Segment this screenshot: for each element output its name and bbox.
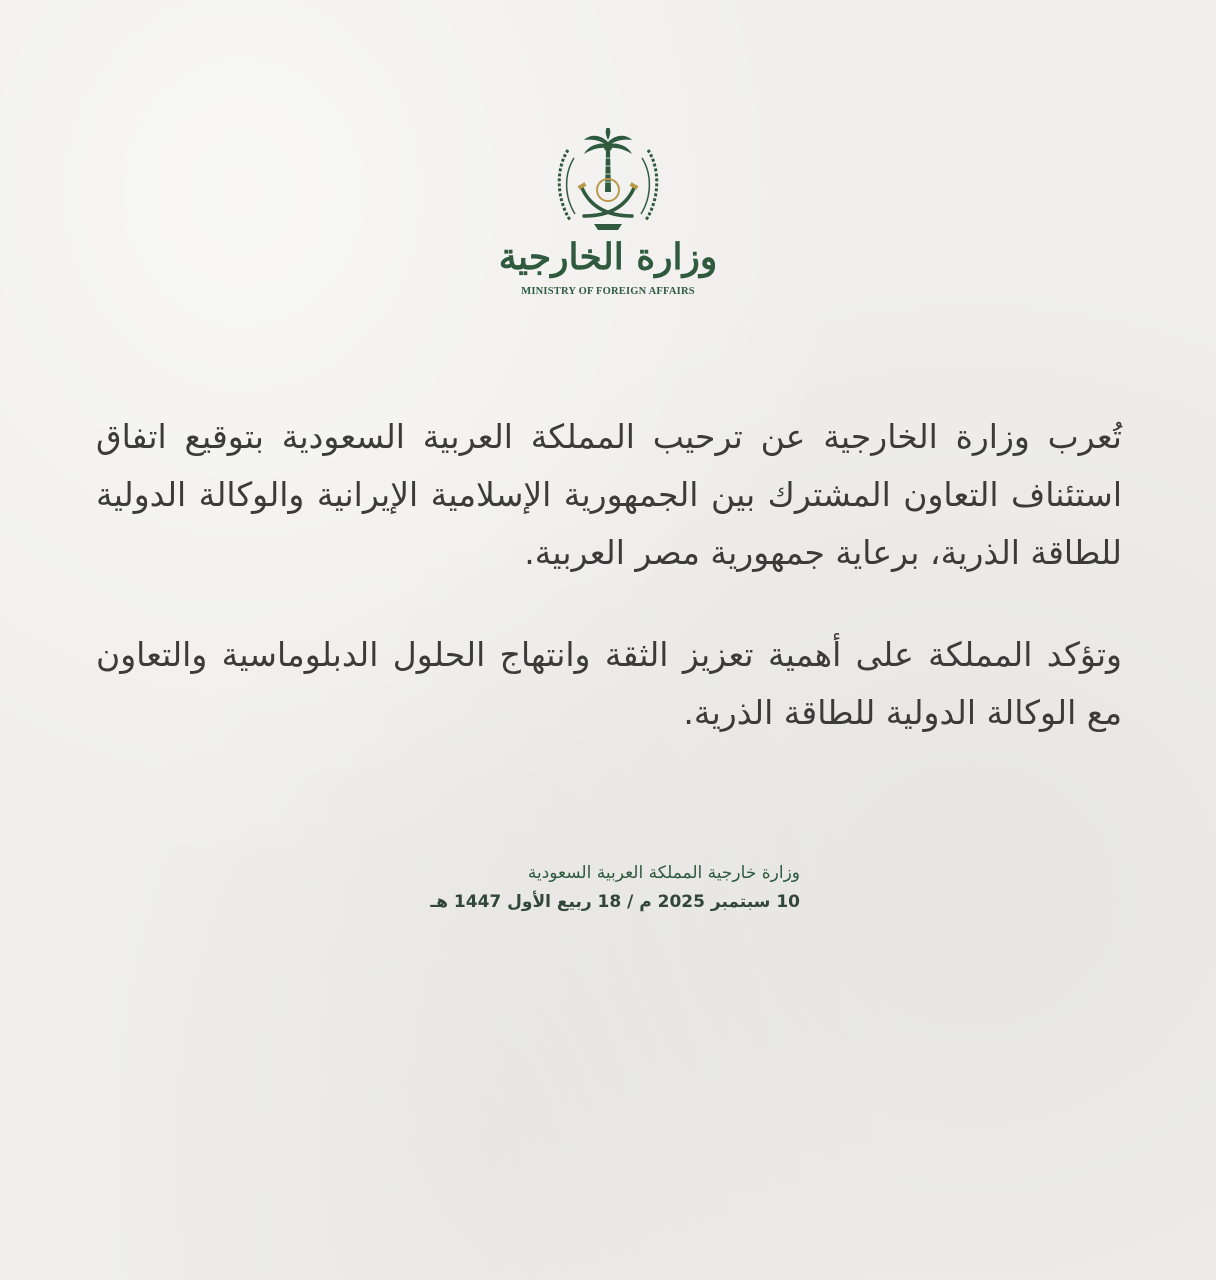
statement-paragraph-2: وتؤكد المملكة على أهمية تعزيز الثقة وانتهاج الحلول الدبلوماسية والتعاون مع الوكالة الدولية للطاقة الذرية. (96, 635, 1122, 732)
issue-date: 10 سبتمبر 2025 م / 18 ربيع الأول 1447 هـ (430, 892, 800, 912)
ministry-emblem (0, 128, 1216, 238)
signature-block (300, 858, 800, 916)
logo-arabic-wordmark: وزارة الخارجية (498, 236, 718, 278)
saudi-emblem-icon (548, 128, 668, 238)
logo-english-wordmark: MINISTRY OF FOREIGN AFFAIRS (521, 286, 695, 297)
issuer-name: وزارة خارجية المملكة العربية السعودية (527, 863, 800, 883)
statement-paragraph-1: تُعرب وزارة الخارجية عن ترحيب المملكة العربية السعودية بتوقيع اتفاق استئناف التعاون المشترك بين الجمهورية الإسلامية الإيرانية والوكالة الدولية للطاقة الذرية، برعاية جمهورية مصر العربية. (96, 417, 1122, 572)
press-statement (96, 408, 1122, 742)
